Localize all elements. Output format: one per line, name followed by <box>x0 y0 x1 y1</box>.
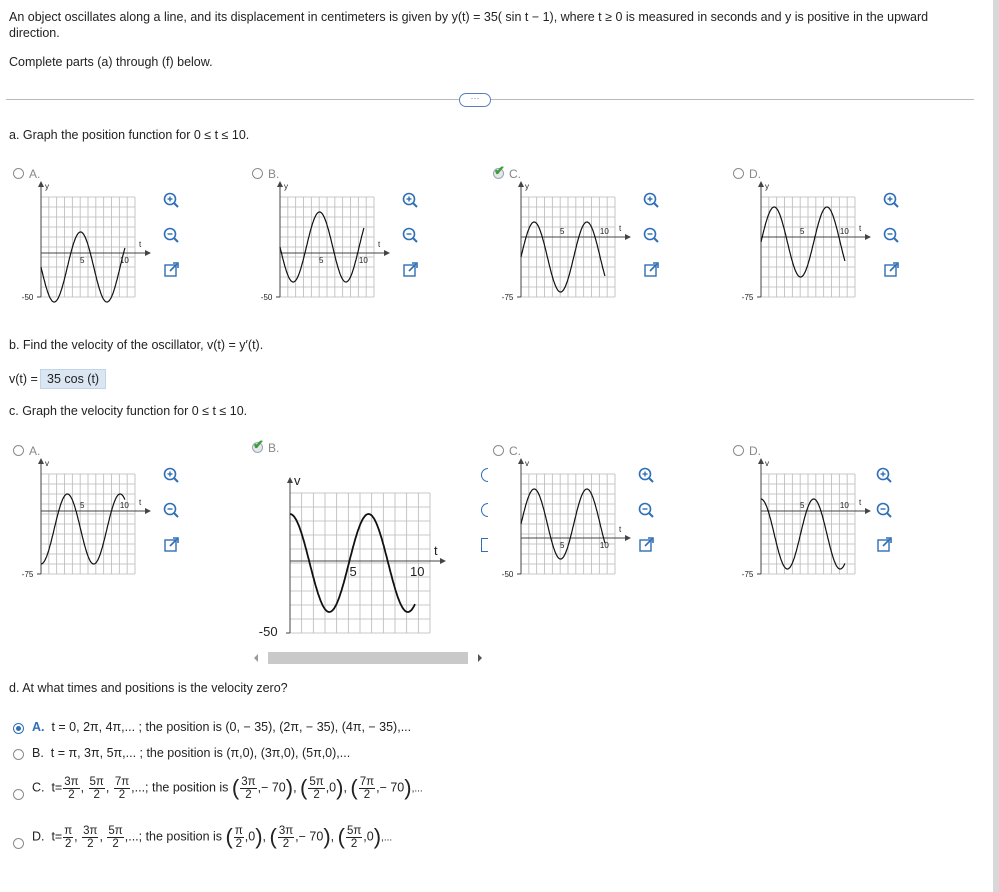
problem-text-line2: direction. <box>9 26 60 40</box>
problem-text-line1: An object oscillates along a line, and its displacement in centimeters is given by y(t) = 35( sin t − 1), where t ≥ 0 is measured in seconds and y is positive in the upward <box>9 10 929 24</box>
x-axis-label: t <box>434 543 438 558</box>
popout-icon[interactable] <box>637 536 655 554</box>
part-b-prompt: b. Find the velocity of the oscillator, v(t) = y′(t). <box>9 338 264 352</box>
y-axis-label: v <box>45 459 49 468</box>
part-a-graph-c[interactable] <box>493 182 643 305</box>
correct-check-icon: ✔ <box>494 163 505 178</box>
part-d-option-b-text: t = π, 3π, 5π,... ; the position is (π,0), (3π,0), (5π,0),... <box>50 746 351 760</box>
x-axis-arrow <box>865 234 871 240</box>
x-tick-label: 5 <box>79 256 85 265</box>
part-a-graph-b[interactable] <box>252 182 402 305</box>
x-axis-label: t <box>619 525 622 534</box>
fraction: $\frac{5\pi}{2}$ <box>89 775 104 801</box>
zoom-in-icon[interactable] <box>162 191 180 209</box>
fraction: $\frac{3\pi}{2}$ <box>83 824 98 850</box>
x-axis-arrow <box>145 250 151 256</box>
option-letter: D. <box>32 829 45 844</box>
x-axis-label: t <box>378 240 381 249</box>
part-c-graph-c[interactable] <box>493 459 643 582</box>
graph-horizontal-scrollbar[interactable] <box>252 651 487 665</box>
part-d-option-c[interactable]: C. t= $\frac{3\pi}{2}$ , $\frac{5\pi}{2}$ , $\frac{7\pi}{2}$ ,...; the position is ( $\frac{3\pi}{2}$ ,− 70), ( $\frac{5\pi}{2}$ ,0), ( $\frac{7\pi}{2}$ ,− 70),... <box>32 775 423 801</box>
x-tick-label: 5 <box>799 501 805 510</box>
y-axis-label: y <box>765 182 769 191</box>
zoom-in-icon[interactable] <box>882 191 900 209</box>
part-c-option-d-letter: D. <box>749 444 761 458</box>
part-c-graph-a[interactable] <box>13 459 163 582</box>
x-tick-label: 10 <box>599 227 609 236</box>
part-d-option-b-radio[interactable] <box>13 749 24 760</box>
x-axis-label: t <box>139 240 142 249</box>
part-c-prompt: c. Graph the velocity function for 0 ≤ t ≤ 10. <box>9 404 248 418</box>
y-axis-arrow <box>277 181 283 187</box>
x-tick-label: 10 <box>839 227 849 236</box>
velocity-answer-value: 35 cos (t) <box>47 372 100 386</box>
option-mid-text: ,...; the position is <box>131 780 229 795</box>
part-d-option-c-radio[interactable] <box>13 789 24 800</box>
fraction: $\frac{\pi}{2}$ <box>234 824 243 850</box>
part-a-option-b-radio[interactable] <box>252 168 263 179</box>
y-axis-label: v <box>765 459 769 468</box>
x-tick-label: 10 <box>410 564 425 579</box>
popout-icon[interactable] <box>481 538 488 552</box>
part-c-option-d-radio[interactable] <box>733 445 744 456</box>
part-a-graph-a[interactable] <box>13 182 163 305</box>
popout-icon[interactable] <box>162 261 180 279</box>
part-c-option-a-letter: A. <box>29 444 41 458</box>
x-axis-arrow <box>440 558 446 564</box>
y-tick-label: -50 <box>501 570 514 579</box>
part-c-option-c-radio[interactable] <box>493 445 504 456</box>
fraction: $\frac{3\pi}{2}$ <box>278 824 294 850</box>
option-mid-text: ,...; the position is <box>124 829 223 844</box>
option-letter: C. <box>32 780 45 795</box>
part-a-prompt: a. Graph the position function for 0 ≤ t ≤ 10. <box>9 128 250 142</box>
page-scrollbar[interactable] <box>993 0 999 892</box>
x-tick-label: 10 <box>119 501 129 510</box>
zoom-out-icon[interactable] <box>162 226 180 244</box>
y-tick-label: -75 <box>741 293 754 302</box>
part-c-option-c-letter: C. <box>509 444 521 458</box>
y-tick-label: -50 <box>260 293 273 302</box>
part-d-prompt: d. At what times and positions is the velocity zero? <box>9 681 288 695</box>
part-c-option-b-letter: B. <box>268 441 280 455</box>
x-axis-label: t <box>139 498 142 507</box>
part-d-option-b[interactable] <box>32 746 350 760</box>
x-tick-label: 10 <box>599 541 609 550</box>
x-axis-arrow <box>384 250 390 256</box>
popout-icon[interactable] <box>401 261 419 279</box>
x-axis-label: t <box>619 224 622 233</box>
zoom-in-icon[interactable] <box>401 191 419 209</box>
velocity-answer-field[interactable] <box>40 369 106 389</box>
part-a-option-d-letter: D. <box>749 167 761 181</box>
x-axis-label: t <box>859 224 862 233</box>
velocity-answer-prefix: v(t) = <box>9 372 38 386</box>
y-axis-label: v <box>525 459 529 468</box>
zoom-in-icon[interactable] <box>875 466 893 484</box>
zoom-out-icon[interactable] <box>401 226 419 244</box>
zoom-out-icon[interactable] <box>637 501 655 519</box>
zoom-out-icon[interactable] <box>875 501 893 519</box>
y-axis-arrow <box>758 458 764 464</box>
x-tick-label: 5 <box>559 227 565 236</box>
part-a-option-a-letter: A. <box>29 167 41 181</box>
y-tick-label: -75 <box>21 570 34 579</box>
x-axis-arrow <box>865 508 871 514</box>
zoom-out-icon[interactable] <box>882 226 900 244</box>
part-d-option-a-letter: A. <box>32 720 45 734</box>
part-c-option-a-radio[interactable] <box>13 445 24 456</box>
part-a-option-c-letter: C. <box>509 167 521 181</box>
part-c-graph-b[interactable] <box>252 455 492 645</box>
y-axis-arrow <box>287 477 293 483</box>
y-axis-label: y <box>45 182 49 191</box>
fraction: $\frac{3\pi}{2}$ <box>64 775 79 801</box>
y-axis-arrow <box>38 181 44 187</box>
correct-check-icon: ✔ <box>253 437 264 452</box>
x-tick-label: 10 <box>839 501 849 510</box>
y-tick-label: -50 <box>21 293 34 302</box>
part-d-option-a-radio[interactable] <box>13 723 24 734</box>
part-d-option-a[interactable] <box>32 720 411 734</box>
part-d-option-d[interactable]: D. t= $\frac{\pi}{2}$ , $\frac{3\pi}{2}$ , $\frac{5\pi}{2}$ ,...; the position is ( $\frac{\pi}{2}$ ,0), ( $\frac{3\pi}{2}$ ,− 70), ( $\frac{5\pi}{2}$ ,0),... <box>32 824 393 850</box>
more-button[interactable]: ··· <box>459 93 491 107</box>
x-axis-arrow <box>145 508 151 514</box>
part-a-option-a-radio[interactable] <box>13 168 24 179</box>
zoom-out-icon[interactable] <box>481 503 488 517</box>
x-tick-label: 5 <box>799 227 805 236</box>
instruction-text: Complete parts (a) through (f) below. <box>9 55 213 69</box>
zoom-in-icon[interactable] <box>642 191 660 209</box>
fraction: $\frac{5\pi}{2}$ <box>108 824 123 850</box>
x-axis-label: t <box>859 498 862 507</box>
y-tick-label: -75 <box>501 293 514 302</box>
part-c-graph-d[interactable] <box>733 459 883 582</box>
zoom-in-icon[interactable] <box>637 466 655 484</box>
y-axis-label: y <box>525 182 529 191</box>
y-tick-label: -75 <box>741 570 754 579</box>
x-tick-label: 5 <box>318 256 324 265</box>
y-axis-label: y <box>284 182 288 191</box>
y-axis-arrow <box>758 181 764 187</box>
x-tick-label: 10 <box>119 256 129 265</box>
part-a-option-d-radio[interactable] <box>733 168 744 179</box>
part-d-option-d-radio[interactable] <box>13 838 24 849</box>
y-axis-arrow <box>38 458 44 464</box>
fraction: $\frac{\pi}{2}$ <box>64 824 73 850</box>
y-axis-label: v <box>294 473 301 488</box>
popout-icon[interactable] <box>875 536 893 554</box>
popout-icon[interactable] <box>642 261 660 279</box>
part-d-option-a-text: t = 0, 2π, 4π,... ; the position is (0, − 35), (2π, − 35), (4π, − 35),... <box>51 720 412 734</box>
fraction: $\frac{5\pi}{2}$ <box>309 775 324 801</box>
x-tick-label: 5 <box>559 541 565 550</box>
popout-icon[interactable] <box>882 261 900 279</box>
x-tick-label: 5 <box>349 564 357 579</box>
fraction: $\frac{5\pi}{2}$ <box>346 824 362 850</box>
x-tick-label: 10 <box>358 256 368 265</box>
x-tick-label: 5 <box>79 501 85 510</box>
x-axis-arrow <box>625 535 631 541</box>
zoom-in-icon[interactable] <box>162 466 180 484</box>
curve <box>761 207 845 277</box>
popout-icon[interactable] <box>162 536 180 554</box>
y-tick-label: -50 <box>258 624 278 639</box>
fraction: $\frac{3\pi}{2}$ <box>241 775 256 801</box>
part-d-option-b-letter: B. <box>32 746 44 760</box>
y-axis-arrow <box>518 458 524 464</box>
zoom-in-icon[interactable] <box>481 468 488 482</box>
part-a-option-b-letter: B. <box>268 167 280 181</box>
fraction: $\frac{7\pi}{2}$ <box>359 775 375 801</box>
zoom-out-icon[interactable] <box>162 501 180 519</box>
part-a-graph-d[interactable] <box>733 182 883 305</box>
y-axis-arrow <box>518 181 524 187</box>
fraction: $\frac{7\pi}{2}$ <box>114 775 130 801</box>
x-axis-arrow <box>625 234 631 240</box>
zoom-out-icon[interactable] <box>642 226 660 244</box>
